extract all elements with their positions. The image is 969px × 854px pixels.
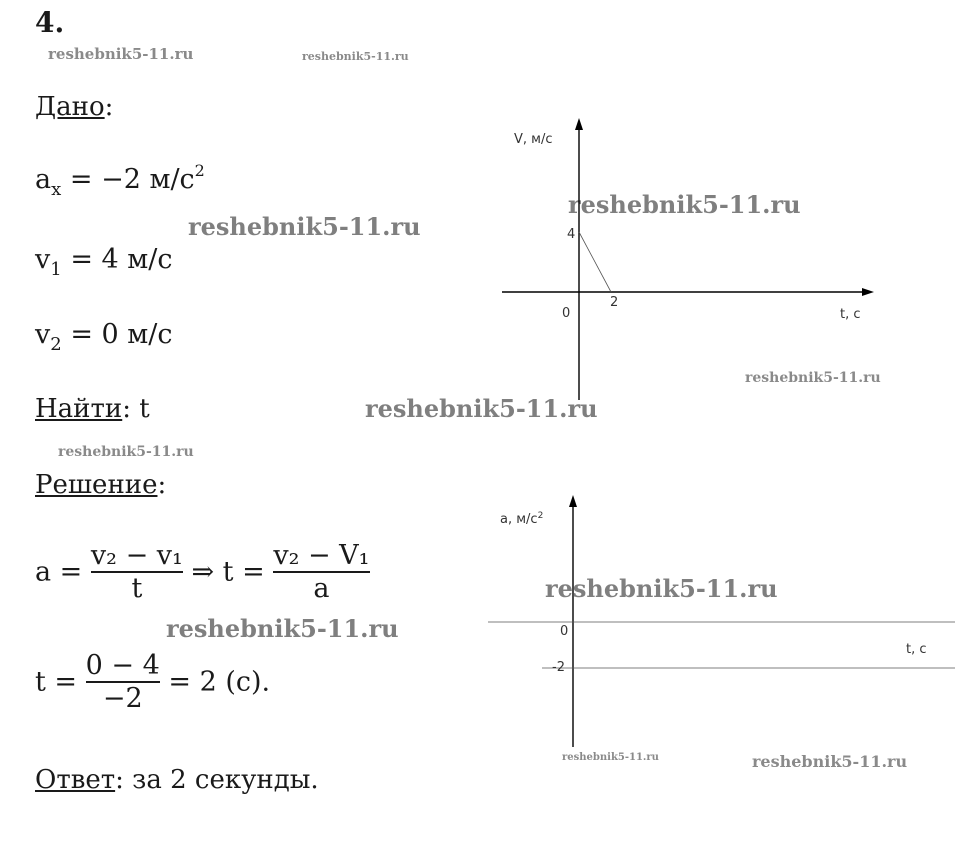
v-y-axis-arrow — [575, 118, 583, 130]
eq1-fraction — [91, 540, 183, 604]
velocity-graph — [490, 110, 890, 410]
v2-subscript: 2 — [50, 334, 62, 355]
watermark: reshebnik5-11.ru — [166, 614, 399, 643]
a-y-label: a, $м/с^2$ — [500, 511, 544, 527]
given-acceleration — [35, 161, 205, 200]
watermark: reshebnik5-11.ru — [302, 50, 409, 63]
eq1-left: a = — [35, 556, 83, 588]
eq1-fraction-2 — [273, 540, 369, 604]
watermark: reshebnik5-11.ru — [752, 752, 908, 771]
watermark: reshebnik5-11.ru — [745, 370, 881, 386]
find-title: Найти — [35, 394, 123, 424]
a-origin-label: 0 — [560, 624, 569, 639]
watermark: reshebnik5-11.ru — [365, 394, 598, 423]
eq1-numerator-2: v₂ − V₁ — [273, 540, 370, 571]
solution-title: Решение — [35, 470, 158, 500]
answer-line — [35, 765, 319, 795]
acceleration-graph — [480, 485, 960, 755]
watermark: reshebnik5-11.ru — [188, 212, 421, 241]
v-origin-label: 0 — [562, 306, 571, 321]
eq1-denominator-2: a — [313, 573, 330, 604]
a-y-axis-arrow — [569, 495, 577, 507]
v-y-label: V, м/с — [514, 132, 553, 147]
eq2-denominator: −2 — [102, 683, 143, 714]
ax-value: = −2 м/с — [69, 164, 195, 195]
solution-colon: : — [157, 470, 167, 500]
given-v2 — [35, 319, 173, 355]
given-colon: : — [104, 92, 114, 122]
find-rest: : t — [122, 394, 150, 424]
eq2-numerator: 0 − 4 — [85, 650, 160, 681]
eq2-left: t = — [35, 666, 78, 698]
watermark: reshebnik5-11.ru — [545, 574, 778, 603]
eq2-fraction — [86, 650, 160, 714]
eq1-denominator: t — [131, 573, 143, 604]
v2-value: = 0 м/с — [70, 319, 173, 350]
velocity-line — [579, 232, 611, 292]
eq2-right: = 2 (с). — [168, 666, 271, 698]
v-x-label: t, c — [840, 307, 861, 322]
a-x-label: t, c — [906, 642, 927, 657]
v1-value: = 4 м/с — [70, 244, 173, 275]
ax-symbol: a — [35, 164, 52, 195]
watermark: reshebnik5-11.ru — [58, 444, 194, 460]
watermark: reshebnik5-11.ru — [568, 190, 801, 219]
answer-title: Ответ — [35, 765, 116, 795]
eq1-numerator: v₂ − v₁ — [90, 540, 183, 571]
given-title: Дано — [35, 92, 105, 122]
v-x-tick: 2 — [610, 295, 619, 310]
a-y-tick: -2 — [552, 660, 565, 675]
watermark: reshebnik5-11.ru — [562, 752, 659, 763]
v-y-tick: 4 — [567, 227, 576, 242]
given-heading — [35, 92, 113, 122]
given-v1 — [35, 244, 173, 280]
v-x-axis-arrow — [862, 288, 874, 296]
problem-number: 4. — [35, 6, 65, 39]
find-line — [35, 394, 150, 424]
ax-superscript: 2 — [194, 161, 205, 180]
eq1-implies: ⇒ t = — [191, 556, 265, 588]
ax-subscript: x — [51, 179, 62, 200]
v1-symbol: v — [35, 244, 51, 275]
equation-2 — [35, 650, 270, 714]
answer-rest: : за 2 секунды. — [115, 765, 319, 795]
equation-1 — [35, 540, 370, 604]
watermark: reshebnik5-11.ru — [48, 45, 194, 63]
v1-subscript: 1 — [50, 259, 62, 280]
solution-heading — [35, 470, 166, 500]
v2-symbol: v — [35, 319, 51, 350]
